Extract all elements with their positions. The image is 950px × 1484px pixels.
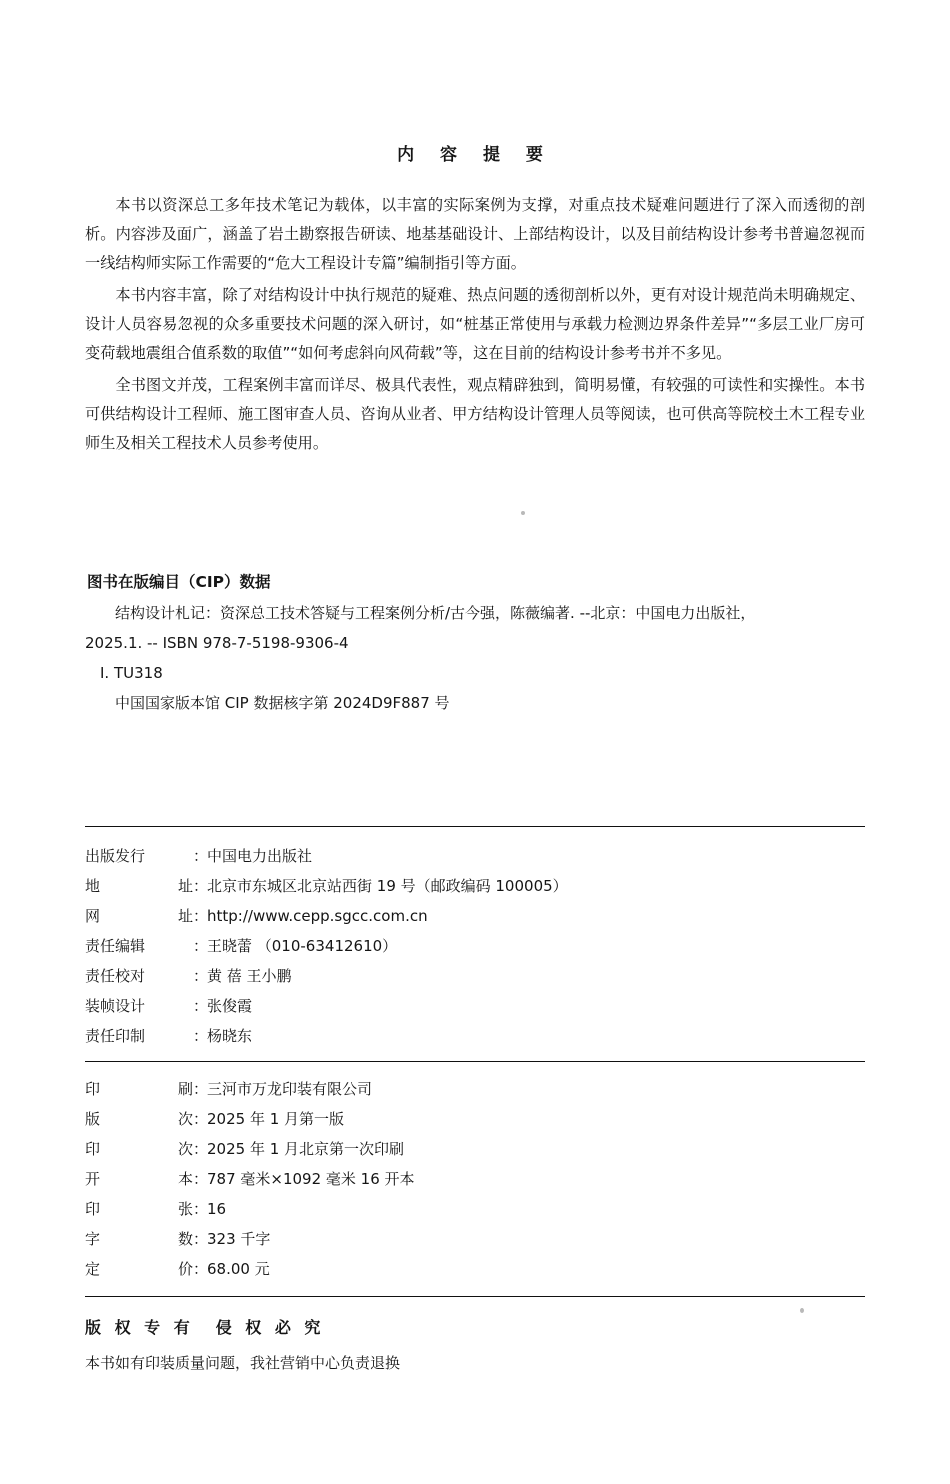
cip-section [85, 570, 865, 718]
row-separator: ： [193, 1200, 209, 1218]
summary-paragraph: 本书以资深总工多年技术笔记为载体，以丰富的实际案例为支撑，对重点技术疑难问题进行了深入而透彻的剖析。内容涉及面广，涵盖了岩土勘察报告研读、地基基础设计、上部结构设计，以及目前结构设计参考书普遍忽视而一线结构师实际工作需要的“危大工程设计专篇”编制指引等方面。 [85, 196, 865, 272]
publisher-row [85, 1021, 865, 1051]
summary-body [85, 191, 865, 458]
publisher-row [85, 991, 865, 1021]
printing-row [85, 1074, 865, 1104]
publisher-row [85, 841, 865, 871]
printing-row [85, 1224, 865, 1254]
row-label: 版 次 [85, 1110, 193, 1128]
copyright-title-right: 侵 权 必 究 [215, 1318, 325, 1337]
publisher-row [85, 871, 865, 901]
row-separator: ： [193, 1170, 209, 1188]
summary-title: 内 容 提 要 [397, 145, 553, 165]
copyright-title [85, 1315, 865, 1338]
publisher-row [85, 901, 865, 931]
row-separator: ： [193, 1027, 209, 1045]
row-value: 16 [207, 1200, 227, 1218]
summary-paragraph: 本书内容丰富，除了对结构设计中执行规范的疑难、热点问题的透彻剖析以外，更有对设计规范尚未明确规定、设计人员容易忽视的众多重要技术问题的深入研讨，如“桩基正常使用与承载力检测边界条件差异”“多层工业厂房可变荷载地震组合值系数的取值”“如何考虑斜向风荷载”等，这在目前的结构设计参考书并不多见。 [85, 286, 865, 362]
printing-row [85, 1194, 865, 1224]
publisher-rows [85, 827, 865, 1061]
publisher-row [85, 961, 865, 991]
printing-rows [85, 1062, 865, 1296]
row-separator: ： [193, 937, 209, 955]
cip-line-isbn: 2025.1. -- ISBN 978-7-5198-9306-4 [85, 634, 349, 652]
print-speck [521, 511, 525, 515]
row-value: 787 毫米×1092 毫米 16 开本 [207, 1170, 415, 1188]
summary-paragraph: 全书图文并茂，工程案例丰富而详尽、极具代表性，观点精辟独到，简明易懂，有较强的可读性和实操性。本书可供结构设计工程师、施工图审查人员、咨询从业者、甲方结构设计管理人员等阅读，也可供高等院校土木工程专业师生及相关工程技术人员参考使用。 [85, 376, 865, 452]
row-value: 323 千字 [207, 1230, 271, 1248]
row-label: 出版发行 [85, 847, 146, 865]
row-separator: ： [193, 997, 209, 1015]
row-separator: ： [193, 1080, 209, 1098]
row-separator: ： [193, 877, 209, 895]
row-separator: ： [193, 1230, 209, 1248]
publisher-section [85, 826, 865, 1373]
row-label: 责任印制 [85, 1027, 146, 1045]
row-value: 2025 年 1 月北京第一次印刷 [207, 1140, 405, 1158]
row-label: 印 张 [85, 1200, 193, 1218]
row-label: 责任编辑 [85, 937, 146, 955]
row-label: 字 数 [85, 1230, 193, 1248]
cip-line-title: 结构设计札记：资深总工技术答疑与工程案例分析/古今强，陈薇编著. --北京：中国电力出版社， [115, 604, 756, 622]
row-label: 定 价 [85, 1260, 193, 1278]
row-label: 网 址 [85, 907, 193, 925]
row-separator: ： [193, 1140, 209, 1158]
row-value: 张俊霞 [207, 997, 253, 1015]
row-separator: ： [193, 1260, 209, 1278]
printing-row [85, 1254, 865, 1284]
row-value-website[interactable]: http://www.cepp.sgcc.com.cn [207, 907, 428, 925]
row-separator: ： [193, 907, 209, 925]
cip-line-classification: Ⅰ. TU318 [100, 664, 163, 682]
printing-row [85, 1164, 865, 1194]
row-value: 中国电力出版社 [207, 847, 313, 865]
printing-row [85, 1104, 865, 1134]
row-value: 杨晓东 [207, 1027, 253, 1045]
row-value: 黄 蓓 王小鹏 [207, 967, 292, 985]
row-label: 装帧设计 [85, 997, 146, 1015]
row-value: 三河市万龙印装有限公司 [207, 1080, 373, 1098]
print-speck [800, 1308, 804, 1313]
copyright-title-left: 版 权 专 有 [85, 1318, 194, 1337]
row-value: 北京市东城区北京站西街 19 号（邮政编码 100005） [207, 877, 568, 895]
row-label: 印 刷 [85, 1080, 193, 1098]
row-separator: ： [193, 1110, 209, 1128]
summary-section [85, 140, 865, 458]
row-separator: ： [193, 967, 209, 985]
cip-line-archive: 中国国家版本馆 CIP 数据核字第 2024D9F887 号 [115, 694, 450, 712]
row-label: 地 址 [85, 877, 193, 895]
page-canvas [0, 140, 950, 1484]
cip-heading: 图书在版编目（CIP）数据 [87, 573, 271, 591]
printing-row [85, 1134, 865, 1164]
row-value-price: 68.00 元 [207, 1260, 270, 1278]
publisher-row [85, 931, 865, 961]
copyright-section [85, 1297, 865, 1373]
row-label: 开 本 [85, 1170, 193, 1188]
row-value: 2025 年 1 月第一版 [207, 1110, 345, 1128]
row-separator: ： [193, 847, 209, 865]
copyright-note: 本书如有印装质量问题，我社营销中心负责退换 [85, 1354, 401, 1372]
row-value: 王晓蕾 （010-63412610） [207, 937, 398, 955]
row-label: 印 次 [85, 1140, 193, 1158]
row-label: 责任校对 [85, 967, 146, 985]
